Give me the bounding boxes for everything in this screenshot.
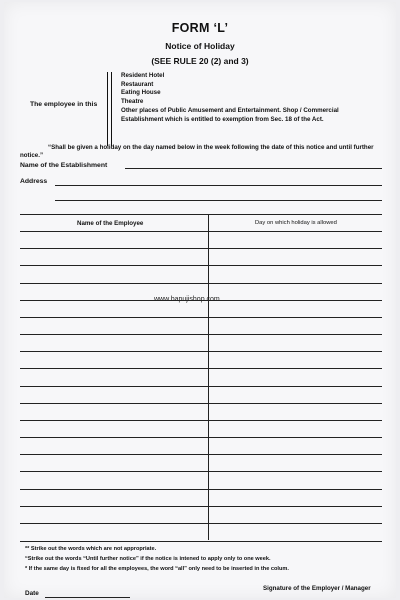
- table-row[interactable]: [20, 523, 382, 524]
- column-header-holiday-day: Day on which holiday is allowed: [255, 220, 337, 226]
- footnote: ** Strike out the words which are not appropriate.: [25, 546, 157, 552]
- notice-text: “Shall be given a holiday on the day named below in the week following the date of this notice and until further: [48, 144, 374, 151]
- table-row[interactable]: [20, 231, 382, 232]
- establishment-type-item: Eating House: [121, 89, 161, 97]
- table-row[interactable]: [20, 283, 382, 284]
- table-row[interactable]: [20, 471, 382, 472]
- table-row[interactable]: [20, 248, 382, 249]
- table-row[interactable]: [20, 506, 382, 507]
- establishment-type-item: Other places of Public Amusement and Entertainment. Shop / Commercial: [121, 106, 339, 114]
- establishment-type-item: Restaurant: [121, 80, 154, 88]
- notice-text-continued: notice.”: [20, 152, 44, 159]
- table-row[interactable]: [20, 454, 382, 455]
- establishment-name-line[interactable]: [125, 168, 382, 169]
- table-row[interactable]: [20, 420, 382, 421]
- table-row[interactable]: [20, 489, 382, 490]
- signature-label: Signature of the Employer / Manager: [263, 585, 371, 592]
- column-divider: [208, 214, 209, 540]
- bracket-line: [111, 72, 112, 146]
- form-subtitle: Notice of Holiday: [165, 41, 235, 51]
- establishment-name-label: Name of the Establishment: [20, 162, 108, 169]
- watermark-text: www.bapujishop.com: [154, 296, 220, 303]
- rule-reference: (SEE RULE 20 (2) and 3): [151, 56, 249, 66]
- table-row[interactable]: [20, 351, 382, 352]
- footnote: “Strike out the words “Until further notice” if the notice is intened to apply only to one week.: [25, 556, 271, 562]
- establishment-type-item: Theatre: [121, 98, 144, 106]
- table-row[interactable]: [20, 334, 382, 335]
- establishment-type-list: [121, 72, 339, 124]
- date-label: Date: [25, 590, 39, 597]
- form-title: FORM ‘L’: [171, 21, 229, 35]
- column-header-employee-name: Name of the Employee: [77, 220, 144, 227]
- table-row[interactable]: [20, 368, 382, 369]
- table-row[interactable]: [20, 317, 382, 318]
- table-row[interactable]: [20, 265, 382, 266]
- table-row[interactable]: [20, 403, 382, 404]
- employee-label: The employee in this: [30, 101, 98, 108]
- bracket-line: [107, 72, 108, 146]
- table-row[interactable]: [20, 386, 382, 387]
- holiday-table: [20, 214, 382, 542]
- address-label: Address: [20, 178, 48, 185]
- address-line[interactable]: [55, 200, 382, 201]
- establishment-type-item: Establishment which is entitled to exemption from Sec. 18 of the Act.: [121, 115, 324, 123]
- date-line[interactable]: [45, 597, 130, 598]
- footnote: * If the same day is fixed for all the employees, the word “all” only need to be inserted in the colum.: [25, 566, 289, 572]
- address-line[interactable]: [55, 185, 382, 186]
- establishment-type-item: Resident Hotel: [121, 72, 165, 79]
- table-row[interactable]: [20, 437, 382, 438]
